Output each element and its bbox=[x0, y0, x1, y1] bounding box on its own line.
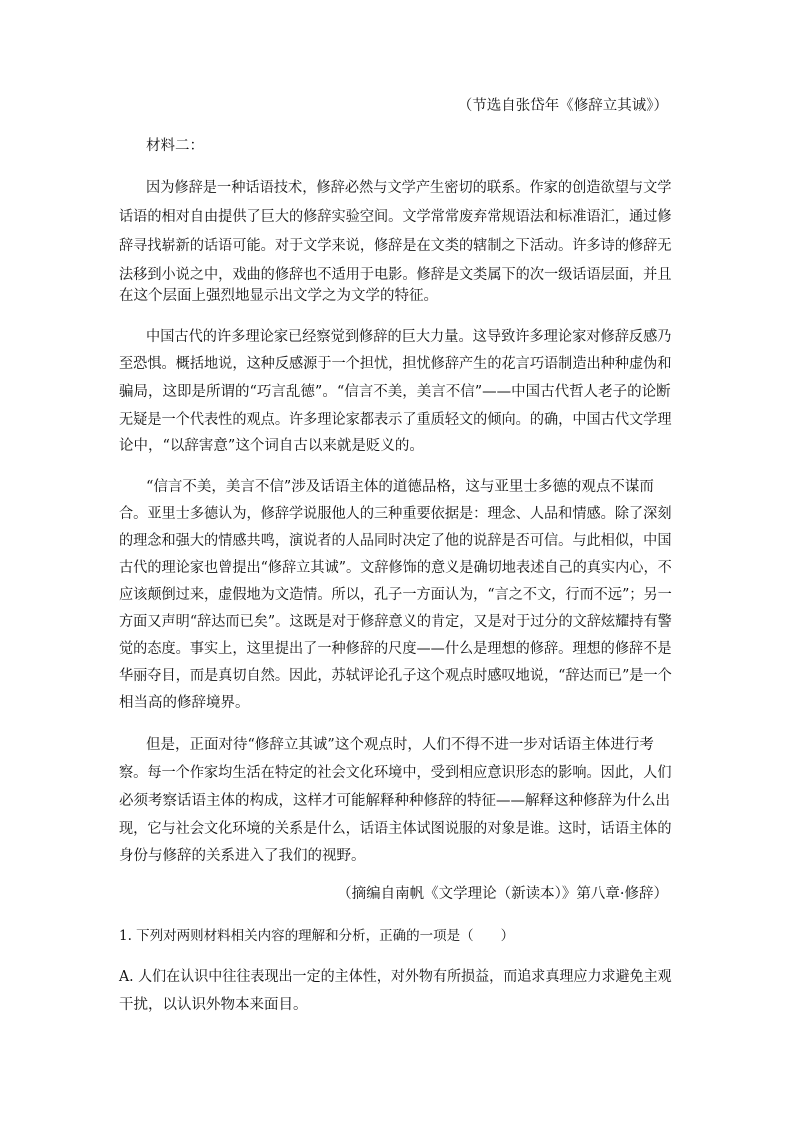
paragraph-line: 骗局，这即是所谓的“巧言乱德”。“信言不美，美言不信”——中国古代哲人老子的论断 bbox=[119, 384, 671, 400]
paragraph-line: 察。每一个作家均生活在特定的社会文化环境中，受到相应意识形态的影响。因此，人们 bbox=[119, 765, 672, 781]
option-line: 干扰，以认识外物本来面目。 bbox=[119, 997, 308, 1013]
paragraph-line: 因为修辞是一种话语技术，修辞必然与文学产生密切的联系。作家的创造欲望与文学 bbox=[146, 180, 672, 196]
question-1: 1. 下列对两则材料相关内容的理解和分析，正确的一项是（ ） bbox=[119, 928, 515, 944]
material-two-heading: 材料二： bbox=[146, 138, 204, 154]
paragraph-line: 在这个层面上强烈地显示出文学之为文学的特征。 bbox=[119, 288, 438, 304]
paragraph-line: 现，它与社会文化环境的关系是什么，话语主体试图说服的对象是谁。这时，话语主体的 bbox=[119, 821, 672, 837]
paragraph-line: 方面又声明“辞达而已矣”。这既是对于修辞意义的肯定，又是对于过分的文辞炫耀持有警 bbox=[119, 614, 672, 630]
paragraph-line: 觉的态度。事实上，这里提出了一种修辞的尺度——什么是理想的修辞。理想的修辞不是 bbox=[119, 641, 672, 657]
paragraph-line: 身份与修辞的关系进入了我们的视野。 bbox=[119, 848, 366, 864]
paragraph-line: 论中，“以辞害意”这个词自古以来就是贬义的。 bbox=[119, 438, 424, 454]
option-line: A. 人们在认识中往往表现出一定的主体性，对外物有所损益，而追求真理应力求避免主观 bbox=[119, 969, 672, 985]
paragraph-line: 话语的相对自由提供了巨大的修辞实验空间。文学常常废弃常规语法和标准语汇，通过修 bbox=[119, 209, 672, 225]
source-citation-2: （摘编自南帆《文学理论（新读本）》第八章·修辞） bbox=[337, 886, 668, 902]
paragraph-line: 但是，正面对待“修辞立其诚”这个观点时，人们不得不进一步对话语主体进行考 bbox=[146, 737, 654, 753]
paragraph-line: 法移到小说之中，戏曲的修辞也不适用于电影。修辞是文类属下的次一级话语层面，并且 bbox=[119, 267, 672, 283]
paragraph-line: 中国古代的许多理论家已经察觉到修辞的巨大力量。这导致许多理论家对修辞反感乃 bbox=[146, 329, 672, 345]
paragraph-line: 华丽夺目，而是真切自然。因此，苏轼评论孔子这个观点时感叹地说，“辞达而已”是一个 bbox=[119, 668, 672, 684]
source-citation-1: （节选自张岱年《修辞立其诚》） bbox=[457, 98, 668, 114]
paragraph-line: 无疑是一个代表性的观点。许多理论家都表示了重质轻文的倾向。的确，中国古代文学理 bbox=[119, 412, 672, 428]
paragraph-line: 辞寻找崭新的话语可能。对于文学来说，修辞是在文类的辖制之下活动。许多诗的修辞无 bbox=[119, 238, 672, 254]
paragraph-line: 的理念和强大的情感共鸣，演说者的人品同时决定了他的说辞是否可信。与此相似，中国 bbox=[119, 533, 672, 549]
paragraph-line: “信言不美，美言不信”涉及话语主体的道德品格，这与亚里士多德的观点不谋而 bbox=[146, 479, 654, 495]
paragraph-line: 必须考察话语主体的构成，这样才可能解释种种修辞的特征——解释这种修辞为什么出 bbox=[119, 793, 670, 809]
paragraph-line: 合。亚里士多德认为，修辞学说服他人的三种重要依据是：理念、人品和情感。除了深刻 bbox=[119, 506, 672, 522]
paragraph-line: 至恐惧。概括地说，这种反感源于一个担忧，担忧修辞产生的花言巧语制造出种种虚伪和 bbox=[119, 356, 672, 372]
paragraph-line: 相当高的修辞境界。 bbox=[119, 695, 250, 711]
paragraph-line: 古代的理论家也曾提出“修辞立其诚”。文辞修饰的意义是确切地表述自己的真实内心，不 bbox=[119, 560, 672, 576]
paragraph-line: 应该颠倒过来，虚假地为文造情。所以，孔子一方面认为，“言之不文，行而不远”；另一 bbox=[119, 587, 672, 603]
